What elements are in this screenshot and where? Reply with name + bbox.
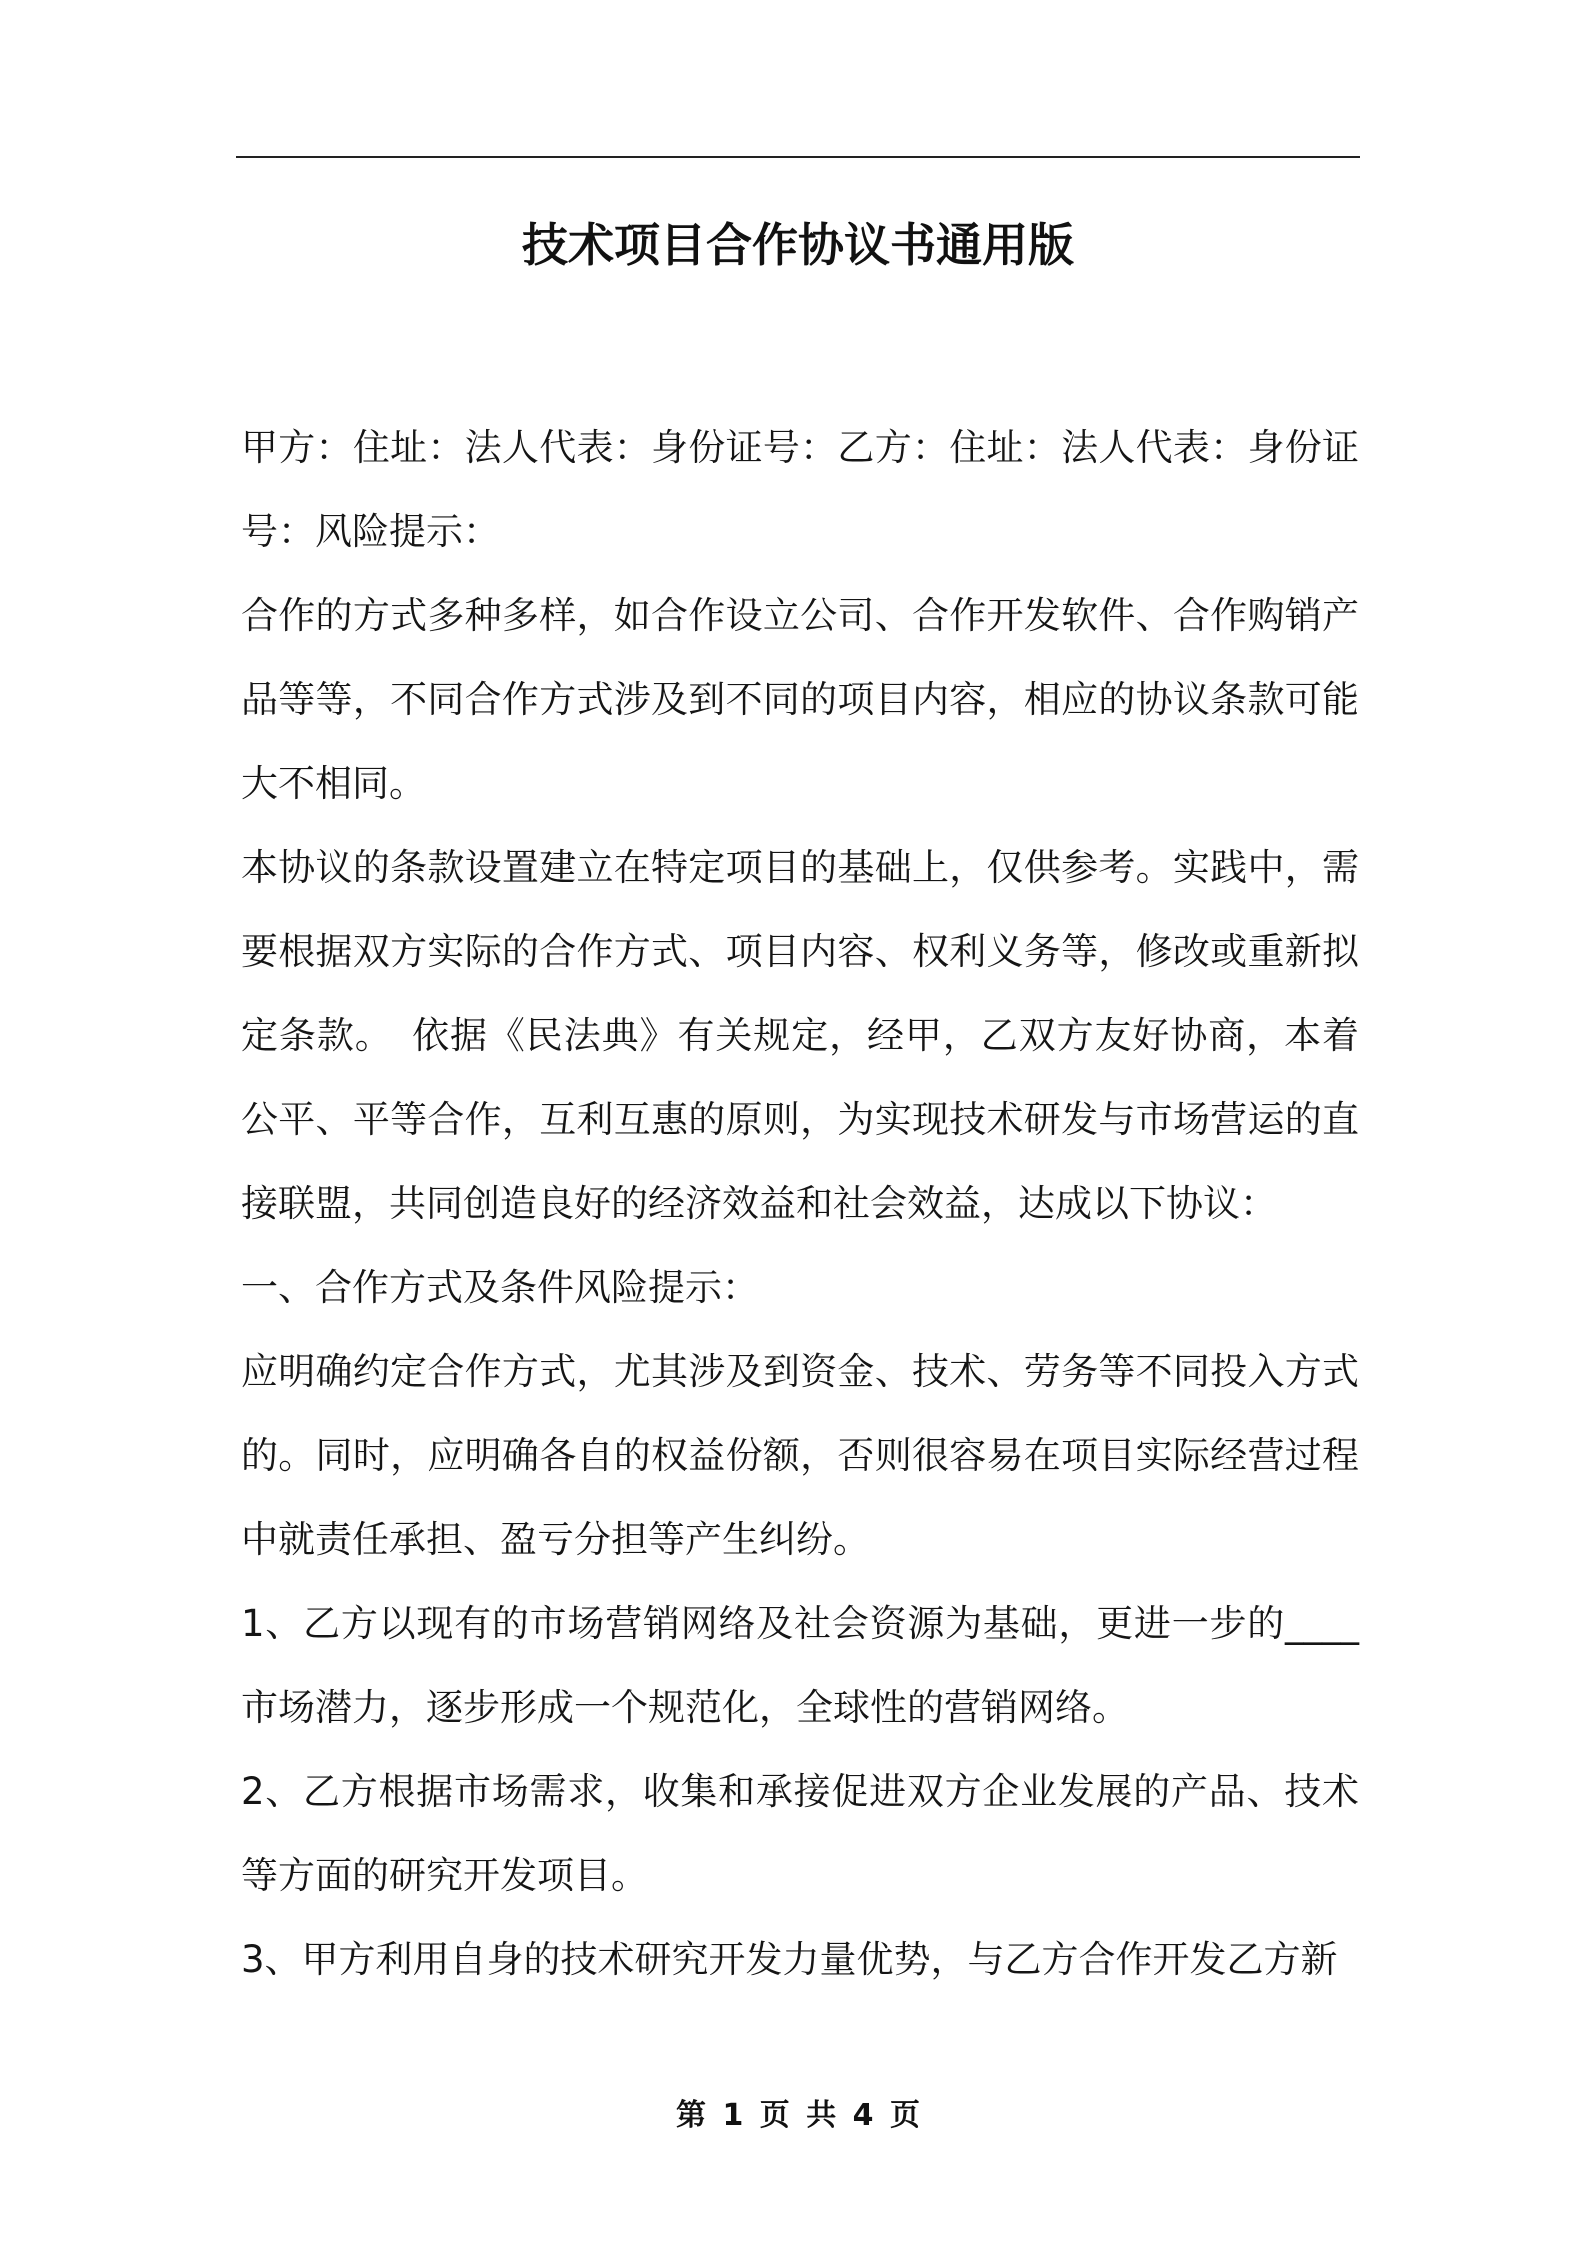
paragraph-parties: 甲方：住址：法人代表：身份证号：乙方：住址：法人代表：身份证号：风险提示： [241, 426, 1359, 553]
paragraph-risk-note: 应明确约定合作方式，尤其涉及到资金、技术、劳务等不同投入方式的。同时，应明确各自的权益份额，否则很容易在项目实际经营过程中就责任承担、盈亏分担等产生纠纷。 [241, 1350, 1359, 1561]
section-heading-cooperation: 一、合作方式及条件风险提示： [241, 1266, 759, 1309]
paragraph-cooperation-methods: 合作的方式多种多样，如合作设立公司、合作开发软件、合作购销产品等等，不同合作方式涉及到不同的项目内容，相应的协议条款可能大不相同。 [241, 594, 1359, 805]
clause-3: 3、甲方利用自身的技术研究开发力量优势，与乙方合作开发乙方新 [241, 1938, 1338, 1981]
clause-1: 1、乙方以现有的市场营销网络及社会资源为基础，更进一步的____市场潜力，逐步形成一个规范化，全球性的营销网络。 [241, 1602, 1359, 1729]
clause-2: 2、乙方根据市场需求，收集和承接促进双方企业发展的产品、技术等方面的研究开发项目。 [241, 1770, 1359, 1897]
document-body [241, 406, 1359, 2002]
document-title: 技术项目合作协议书通用版 [522, 218, 1074, 272]
paragraph-preamble: 本协议的条款设置建立在特定项目的基础上，仅供参考。实践中，需要根据双方实际的合作方式、项目内容、权利义务等，修改或重新拟定条款。 依据《民法典》有关规定，经甲，乙双方友好协商，本着公平、平等合作，互利互惠的原则，为实现技术研发与市场营运的直接联盟，共同创造良好的经济效益和社会效益，达成以下协议： [241, 846, 1359, 1225]
header-rule [236, 156, 1360, 158]
page-number-footer: 第 1 页 共 4 页 [676, 2098, 920, 2133]
